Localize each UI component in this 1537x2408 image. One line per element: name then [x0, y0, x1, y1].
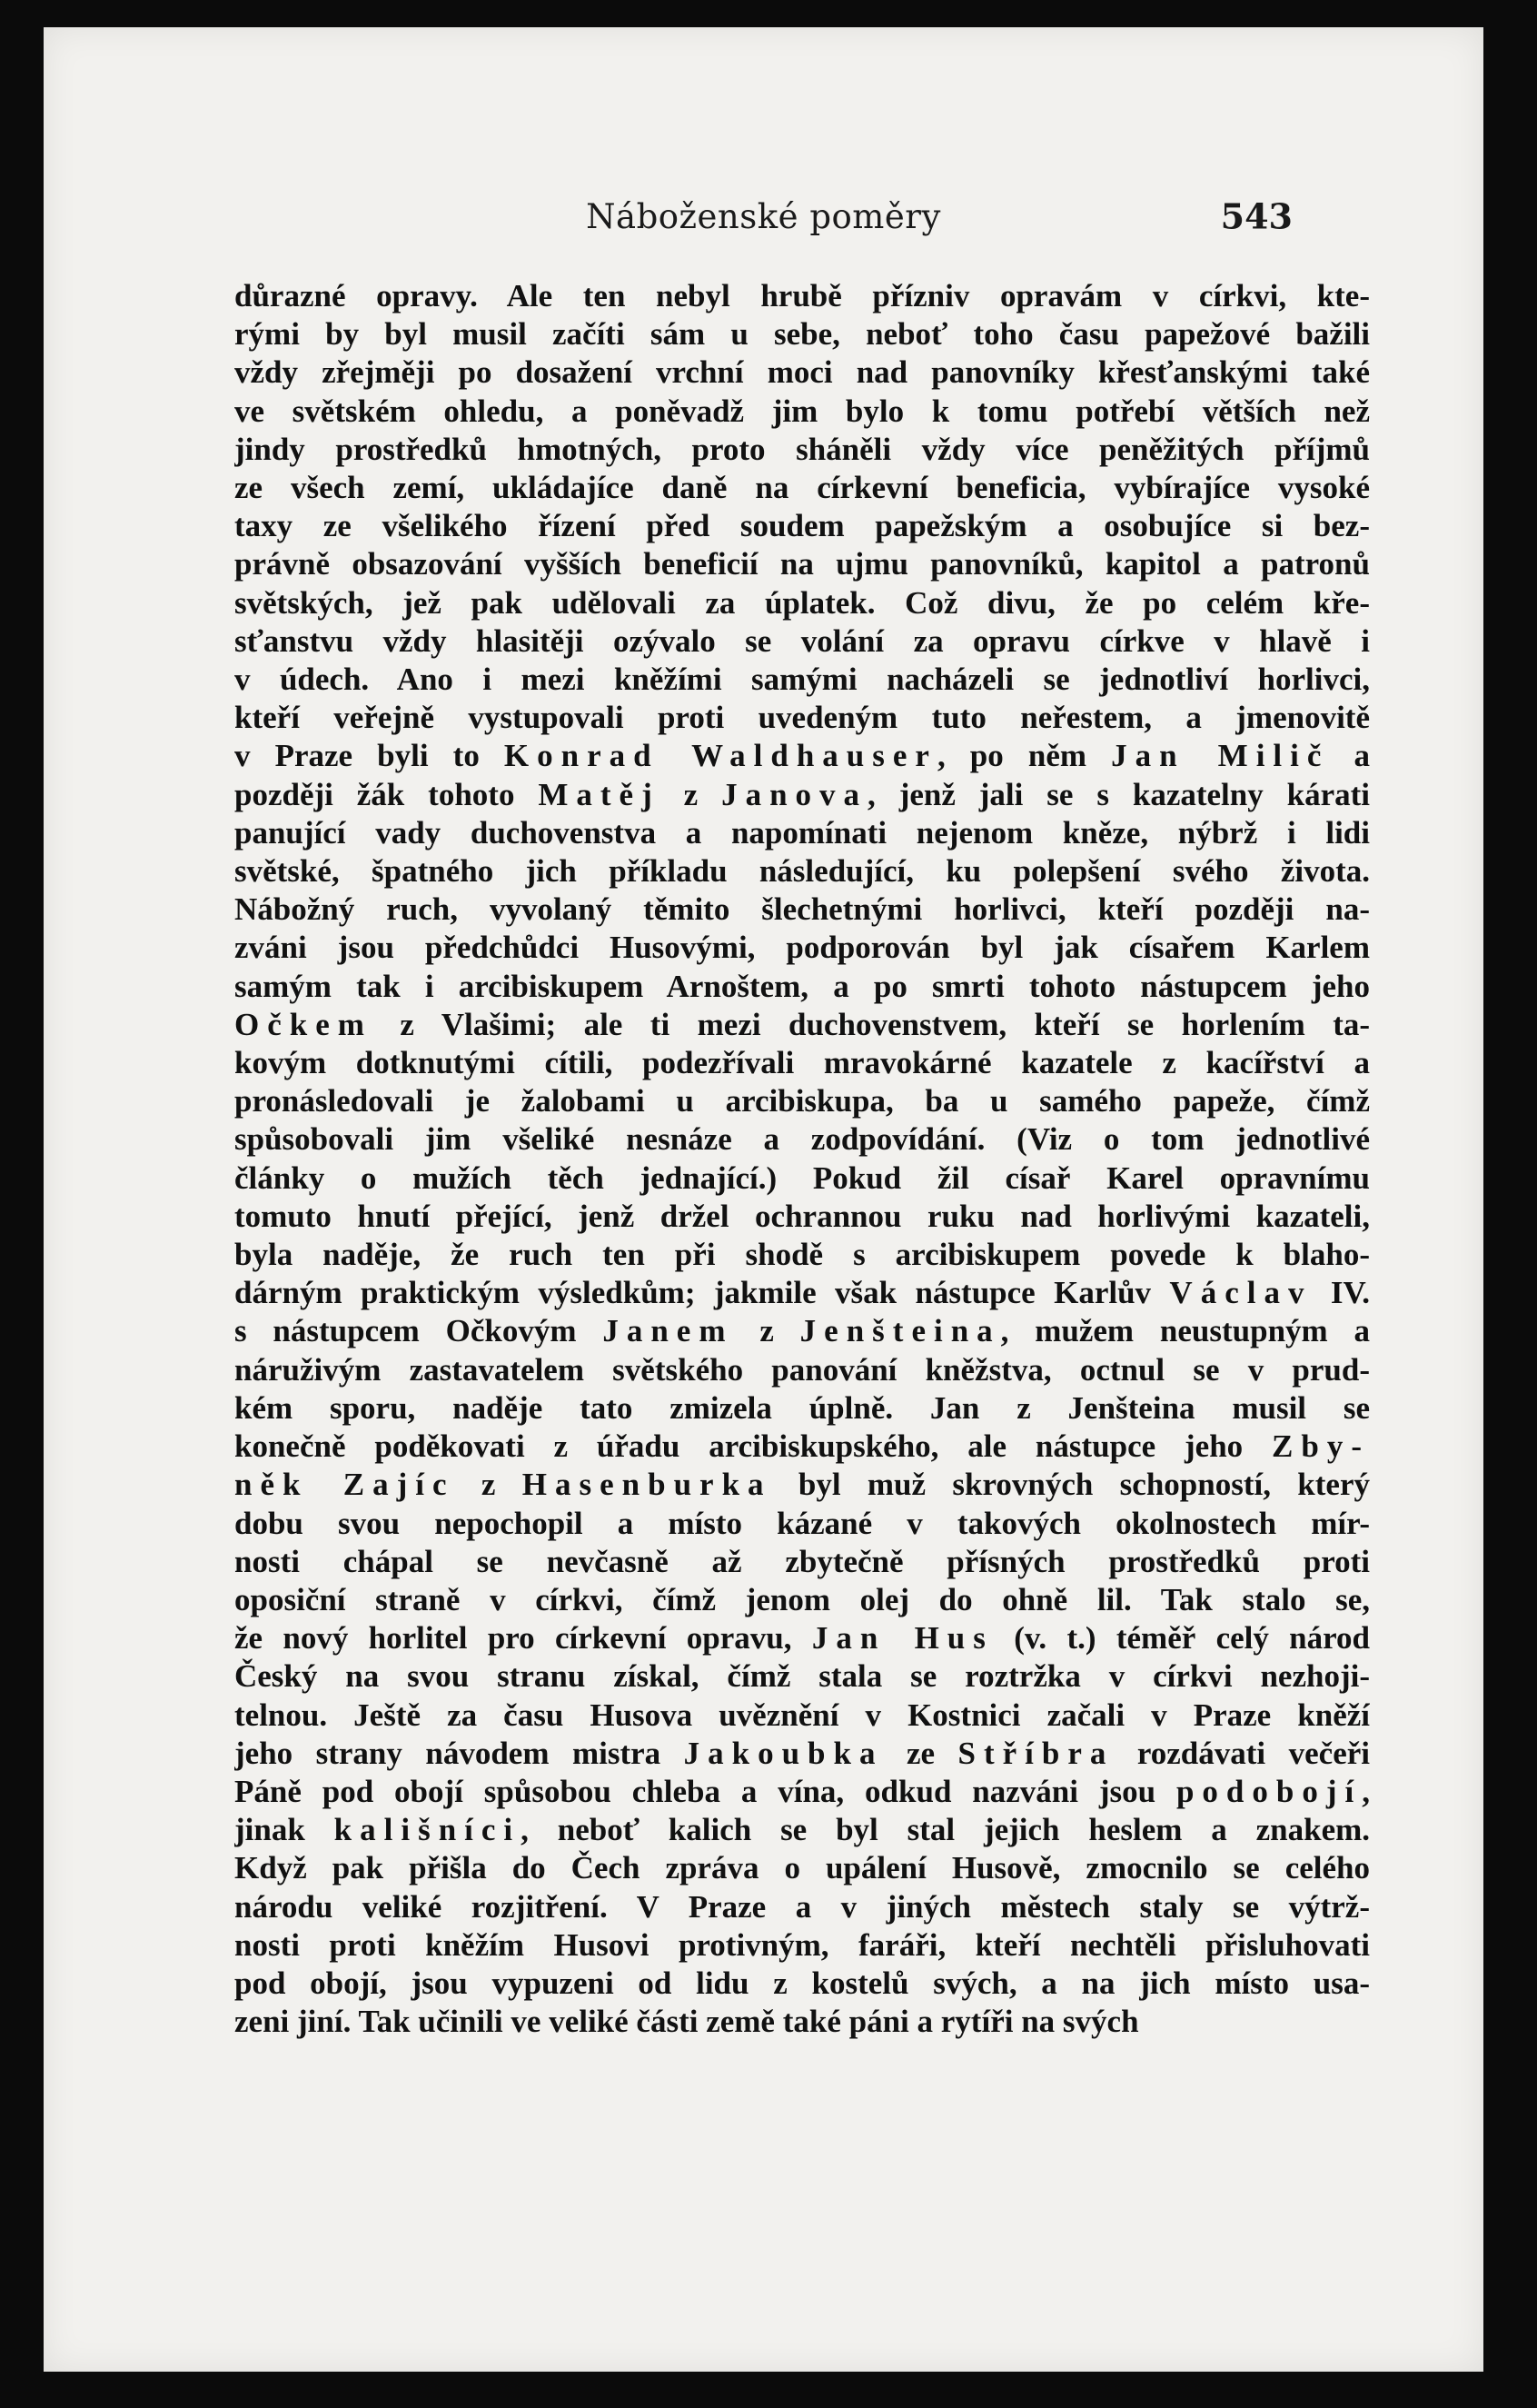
spaced-name: Jan Milič — [1111, 738, 1330, 774]
text-run: kovým dotknutými cítili, podezřívali mravokárné kazatele z kacířství a — [234, 1045, 1370, 1081]
text-line — [234, 1657, 1370, 1696]
text-line — [234, 776, 1370, 814]
text-line — [234, 353, 1370, 392]
text-line — [234, 968, 1370, 1006]
text-run: důrazné opravy. Ale ten nebyl hrubě přízniv opravám v církvi, kte- — [234, 278, 1370, 313]
text-run: byl muž skrovných schopností, který — [771, 1467, 1370, 1503]
text-run: dárným praktickým výsledkům; jakmile však nástupce Karlův — [234, 1275, 1170, 1311]
spaced-name: podobojí — [1175, 1773, 1363, 1809]
text-run: národu veliké rozjitření. V Praze a v jiných městech staly se výtrž- — [234, 1888, 1370, 1925]
text-run: Páně pod obojí spůsobou chleba a vína, odkud nazváni jsou — [234, 1773, 1176, 1809]
text-run: pod obojí, jsou vypuzeni od lidu z kostelů svých, a na jich místo usa- — [234, 1965, 1370, 2001]
text-line — [234, 431, 1370, 469]
text-run: taxy ze všelikého řízení před soudem papežským a osobujíce si bez- — [234, 508, 1370, 544]
text-run: ve světském ohledu, a poněvadž jim bylo k tomu potřebí větších než — [234, 393, 1370, 429]
text-run: vždy zřejměji po dosažení vrchní moci nad panovníky křesťanskými také — [234, 354, 1370, 391]
text-run: Český na svou stranu získal, čímž stala se roztržka v církvi nezhoji- — [234, 1658, 1370, 1695]
text-line — [234, 1389, 1370, 1428]
text-line — [234, 469, 1370, 507]
text-line — [234, 814, 1370, 852]
page-header — [234, 189, 1293, 244]
text-run: v Praze byli to — [234, 738, 504, 774]
text-run: pronásledovali je žalobami u arcibiskupa, ba u samého papeže, čímž — [234, 1083, 1370, 1119]
text-run: v údech. Ano i mezi kněžími samými nacházeli se jednotliví horlivci, — [234, 662, 1370, 698]
text-line — [234, 929, 1370, 967]
text-line — [234, 545, 1370, 583]
text-line — [234, 661, 1370, 699]
spaced-name: Matěj — [538, 776, 660, 812]
text-line — [234, 1543, 1370, 1581]
spaced-name: kališníci — [333, 1812, 521, 1848]
text-line — [234, 1466, 1370, 1504]
book-page — [44, 27, 1483, 2372]
text-line — [234, 1198, 1370, 1236]
spaced-name: Václav — [1169, 1275, 1313, 1311]
text-run: zeni jiní. Tak učinili ve veliké části země také páni a rytíři na svých — [234, 2004, 1139, 2040]
text-line — [234, 1428, 1370, 1466]
text-run: z — [659, 776, 722, 812]
spaced-name: Zby- — [1272, 1428, 1370, 1465]
text-run: IV. — [1312, 1275, 1370, 1311]
text-run: z Vlašimi; ale ti mezi duchovenstvem, kteří se horlením ta- — [372, 1006, 1370, 1042]
text-line — [234, 507, 1370, 545]
text-run: zváni jsou předchůdci Husovými, podporován byl jak císařem Karlem — [234, 930, 1370, 966]
text-line — [234, 699, 1370, 737]
text-run: , — [1362, 1773, 1370, 1809]
text-line — [234, 1619, 1370, 1657]
text-run: (v. t.) téměř celý národ — [993, 1620, 1370, 1657]
text-line — [234, 315, 1370, 353]
text-line — [234, 891, 1370, 929]
text-line — [234, 1735, 1370, 1773]
text-line — [234, 1581, 1370, 1619]
text-line — [234, 1120, 1370, 1159]
spaced-name: Očkem — [234, 1006, 372, 1042]
text-line — [234, 1505, 1370, 1543]
text-run: panující vady duchovenstva a napomínati nejenom kněze, nýbrž i lidi — [234, 814, 1370, 851]
text-run: , mužem neustupným a — [1000, 1313, 1370, 1349]
page-number: 543 — [1220, 195, 1293, 237]
text-run: z — [454, 1467, 522, 1503]
text-run: , jenž jali se s kazatelny kárati — [868, 776, 1370, 812]
spaced-name: Konrad Waldhauser — [503, 738, 937, 774]
text-run: později žák tohoto — [234, 776, 539, 812]
text-line — [234, 622, 1370, 661]
text-run: světské, špatného jich příkladu následující, ku polepšení svého života. — [234, 853, 1370, 890]
text-run: jinak — [234, 1812, 334, 1848]
running-head: Náboženské poměry — [586, 196, 941, 236]
text-run: náruživým zastavatelem světského panování kněžstva, octnul se v prud- — [234, 1351, 1370, 1388]
spaced-name: Jenšteina — [799, 1313, 1001, 1349]
text-line — [234, 1312, 1370, 1350]
text-run: jindy prostředků hmotných, proto sháněli vždy více peněžitých příjmů — [234, 431, 1370, 467]
text-line — [234, 1082, 1370, 1120]
text-run: , po něm — [937, 738, 1112, 774]
text-run: nosti chápal se nevčasně až zbytečně přísných prostředků proti — [234, 1543, 1370, 1579]
text-run: sťanstvu vždy hlasitěji ozývalo se volání za opravu církve v hlavě i — [234, 622, 1370, 659]
spaced-name: něk Zajíc — [234, 1467, 455, 1503]
text-line — [234, 1773, 1370, 1811]
text-run: ze — [883, 1735, 958, 1771]
text-line — [234, 1159, 1370, 1198]
text-run: s nástupcem Očkovým — [234, 1313, 603, 1349]
text-run: ze všech zemí, ukládajíce daně na církevní beneficia, vybírajíce vysoké — [234, 470, 1370, 506]
text-run: samým tak i arcibiskupem Arnoštem, a po smrti tohoto nástupcem jeho — [234, 968, 1370, 1004]
text-line — [234, 1811, 1370, 1849]
spaced-name: Stříbra — [957, 1735, 1115, 1771]
text-run: oposiční straně v církvi, čímž jenom olej do ohně lil. Tak stalo se, — [234, 1581, 1370, 1617]
spaced-name: Janem — [602, 1313, 734, 1349]
text-line — [234, 1351, 1370, 1389]
text-line — [234, 1006, 1370, 1044]
text-run: , neboť kalich se byl stal jejich heslem a znakem. — [521, 1812, 1370, 1848]
text-run: že nový horlitel pro církevní opravu, — [234, 1620, 812, 1657]
text-line — [234, 1697, 1370, 1735]
text-line — [234, 1888, 1370, 1926]
text-line — [234, 852, 1370, 891]
text-line — [234, 1849, 1370, 1887]
spaced-name: Hasenburka — [521, 1467, 772, 1503]
text-run: Nábožný ruch, vyvolaný těmito šlechetnými horlivci, kteří později na- — [234, 891, 1370, 928]
text-run: kém sporu, naděje tato zmizela úplně. Jan z Jenšteina musil se — [234, 1389, 1370, 1426]
text-run: spůsobovali jim všeliké nesnáze a zodpovídání. (Viz o tom jednotlivé — [234, 1121, 1370, 1158]
text-line — [234, 584, 1370, 622]
text-run: z — [733, 1313, 800, 1349]
spaced-name: Jakoubka — [683, 1735, 884, 1771]
text-line — [234, 277, 1370, 315]
text-run: světských, jež pak udělovali za úplatek. Což divu, že po celém kře- — [234, 584, 1370, 621]
body-text — [234, 277, 1370, 2041]
text-line — [234, 1236, 1370, 1274]
text-run: kteří veřejně vystupovali proti uvedeným tuto neřestem, a jmenovitě — [234, 700, 1370, 736]
text-run: rozdávati večeři — [1114, 1735, 1370, 1771]
text-run: Když pak přišla do Čech zpráva o upálení Husově, zmocnilo se celého — [234, 1850, 1370, 1886]
text-line — [234, 1044, 1370, 1082]
text-run: právně obsazování vyšších beneficií na ujmu panovníků, kapitol a patronů — [234, 546, 1370, 582]
text-line — [234, 1926, 1370, 1965]
text-run: telnou. Ještě za času Husova uvěznění v Kostnici začali v Praze kněží — [234, 1697, 1370, 1733]
text-run: články o mužích těch jednající.) Pokud žil císař Karel opravnímu — [234, 1159, 1370, 1196]
spaced-name: Janova — [721, 776, 868, 812]
text-run: dobu svou nepochopil a místo kázané v takových okolnostech mír- — [234, 1505, 1370, 1541]
text-run: konečně poděkovati z úřadu arcibiskupského, ale nástupce jeho — [234, 1428, 1273, 1465]
spaced-name: Jan Hus — [811, 1620, 994, 1657]
text-run: nosti proti kněžím Husovi protivným, faráři, kteří nechtěli přisluhovati — [234, 1926, 1370, 1963]
text-line — [234, 1965, 1370, 2003]
text-line — [234, 1274, 1370, 1312]
text-run: a — [1329, 738, 1370, 774]
text-run: tomuto hnutí přející, jenž držel ochrannou ruku nad horlivými kazateli, — [234, 1198, 1370, 1234]
text-run: rými by byl musil začíti sám u sebe, neboť toho času papežové bažili — [234, 316, 1370, 353]
text-run: jeho strany návodem mistra — [234, 1735, 684, 1771]
text-run: byla naděje, že ruch ten při shodě s arcibiskupem povede k blaho- — [234, 1237, 1370, 1273]
text-line — [234, 2003, 1370, 2041]
text-line — [234, 737, 1370, 775]
text-line — [234, 393, 1370, 431]
